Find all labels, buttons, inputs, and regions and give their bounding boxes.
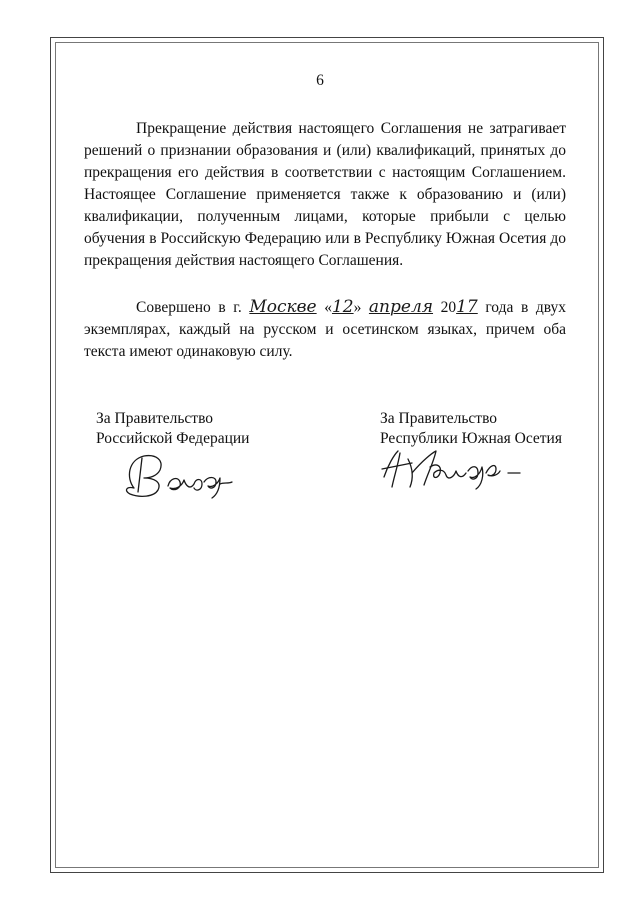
handwritten-year: 17: [456, 297, 478, 317]
handwritten-month: апреля: [368, 297, 434, 317]
signature-south-ossetia-mark: [378, 447, 528, 491]
done-at-lead: Совершено в г.: [136, 299, 242, 316]
handwritten-day: 12: [331, 297, 354, 317]
signature-russia-mark: [120, 448, 245, 500]
year-prefix: 20: [440, 299, 457, 316]
handwritten-city: Москве: [249, 297, 317, 317]
signatory-russia-line2: Российской Федерации: [96, 430, 250, 447]
done-at-rest: года в двух экземплярах, каждый на русском и осетинском языках, причем оба текста имеют одинаковую силу.: [84, 299, 567, 360]
signatory-south-ossetia: [380, 409, 562, 449]
page-number: 6: [316, 72, 324, 89]
signatory-russia-line1: За Правительство: [96, 410, 214, 427]
signatory-russia: [96, 409, 249, 449]
signatory-south-ossetia-line1: За Правительство: [380, 410, 498, 427]
paragraph-termination: Прекращение действия настоящего Соглашения не затрагивает решений о признании образования и (или) квалификаций, принятых до прекращения его действия в соответствии с настоящим Соглашением. Настоящее Соглашение применяется также к образованию и (или) квалификации, полученным лицами, которые прибыли с целью обучения в Российскую Федерацию или в Республику Южная Осетия до прекращения действия настоящего Соглашения.: [84, 120, 566, 269]
paragraph-done-at: [84, 296, 566, 363]
signatory-south-ossetia-line2: Республики Южная Осетия: [380, 430, 562, 447]
day-open-quote: «: [324, 299, 332, 316]
day-close-quote: »: [353, 299, 362, 316]
